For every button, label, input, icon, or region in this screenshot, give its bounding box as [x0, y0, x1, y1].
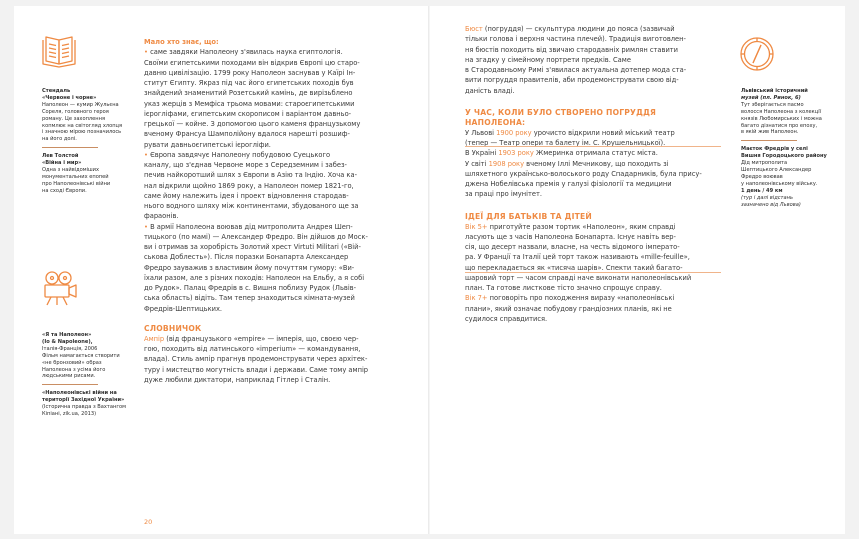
text-line: фараонів.	[144, 212, 179, 221]
book-icon	[40, 34, 78, 68]
text-line: Своїми єгипетськими походами він відкрив Європі цю старо-	[144, 58, 360, 67]
text-line: знайдений знаменитий Розетський камінь, де вирізьблено	[144, 89, 353, 98]
text-line: давню цивілізацію. 1799 року Наполеон заснував у Каїрі Ін-	[144, 68, 356, 77]
right-page	[429, 6, 845, 534]
left-sidebar-bottom	[42, 332, 134, 422]
text-line: каналу, що з'єднав Червоне море з Середземним і забез-	[144, 161, 347, 169]
text-line: їхали разом, але з різних походів: Наполеон на Ельбу, а я собі	[144, 273, 365, 282]
idea-line: Вік 5+ приготуйте разом тортик «Наполеон», яким справді	[465, 222, 676, 231]
compass-icon	[739, 36, 775, 72]
text-line: рувати давньоєгипетські ієрогліфи.	[144, 140, 271, 149]
glossary-bust	[465, 24, 721, 96]
year-highlight: 1900 року	[496, 128, 532, 137]
timeline-line: У Львові 1900 року урочисто відкрили новий міський театр	[465, 128, 675, 137]
year-highlight: 1903 року	[498, 149, 534, 158]
timeline-line: (тепер — Театр опери та балету ім. С. Крушельницької).	[465, 139, 666, 147]
text-line: ви і отримав за хоробрість Золотий хрест Virtuti Militari («Вій-	[144, 243, 361, 251]
text-line: нал відкрили щойно 1869 року, а Наполеон помер 1821-го,	[144, 181, 354, 190]
text-line: Бюст (погруддя) — скульптура людини до пояса (зазвичай	[465, 25, 675, 33]
glossary-term: Бюст	[465, 25, 483, 33]
film-camera-icon	[40, 270, 80, 306]
text-line: Фредро зауважив з властивим йому почуттям гумору: «Ви-	[144, 263, 355, 272]
section-heading-ideas: ІДЕЇ ДЛЯ БАТЬКІВ ТА ДІТЕЙ	[465, 211, 592, 221]
note-wars: «Наполеонівські війни на території Західної України» (Історична правда з Вахтангом Кіпіані, zik.ua, 2013)	[42, 390, 126, 418]
section-rule	[465, 146, 721, 147]
text-line: саме йому належить ідея і проект відновлення стародав-	[144, 191, 349, 200]
paragraph-egyptology	[144, 47, 414, 150]
text-line: даність владі.	[465, 86, 515, 95]
text-line: вченому Франсуа Шамполійону вдалося нарешті розшиф-	[144, 130, 350, 139]
text-line: до Рудок». Палац Фредрів в с. Вишня поблизу Рудок (Львів-	[144, 284, 357, 292]
note-museum: Львівський історичний музей (пл. Ринок, 6) Тут зберігається пасмо волосся Наполеона з колекції князів Любомирських і можна багато дізнатися про епоху, в якій жив Наполеон.	[741, 88, 822, 136]
timeline-line: У світі 1908 року вченому Іллі Мечникову, що походить зі	[465, 159, 669, 168]
bullet-marker: •	[144, 150, 148, 159]
note-stendhal: Стендаль «Червоне і чорне» Наполеон — кумир Жульєна Сореля, головного героя роману. Це захоплення копмлює на світогляд хлопця і значною мірою позначилось на його долі.	[42, 88, 123, 143]
text-line: тицького (по мамі) — Александер Фредро. Він дійшов до Моск-	[144, 232, 368, 241]
idea-line: шаровий торт — часом справді наче виконати наполеонівський	[465, 273, 692, 282]
text-line: вити погруддя правителів, аби продемонструвати свою від-	[465, 76, 679, 85]
text-line: ститут Єгипту. Якраз під час його єгипетських походів був	[144, 79, 354, 87]
age-tag: Вік 5+	[465, 222, 488, 231]
left-sidebar-top	[42, 88, 134, 199]
text-line: тільки голова і верхня частина плечей). Традиція виготовлен-	[465, 35, 686, 44]
text-line: • саме завдяки Наполеону з'явилась наука єгиптологія.	[144, 48, 343, 57]
text-line: туру і мистецтво могутність влади і держави. Саме тому ампір	[144, 365, 369, 374]
timeline-line: В Україні 1903 року Жмеринка отримала статус міста.	[465, 149, 658, 158]
text-line: дуже любили диктатори, наприклад Гітлер і Сталін.	[144, 375, 331, 384]
sidebar-divider	[741, 140, 797, 141]
idea-line: Вік 7+ поговоріть про походження виразу «наполеонівські	[465, 294, 675, 303]
section-rule	[465, 272, 721, 273]
glossary-term: Ампір	[144, 334, 165, 343]
page-number: 20	[144, 518, 153, 526]
text-line: нього водного шляху між континентами, збудованого ще за	[144, 202, 359, 210]
right-sidebar	[741, 88, 833, 213]
text-line: на згадку у сімейному портрети предків. Саме	[465, 55, 631, 64]
timeline-text	[465, 128, 721, 200]
idea-line: що перекладається як «тисяча шарів». Спекти такий багато-	[465, 263, 683, 272]
timeline-line: шляхетного українсько-волоського роду Спадарників, була прису-	[465, 169, 702, 178]
idea-line: плани», який означає побудову грандіозних планів, які не	[465, 304, 672, 313]
text-line: ськова Доблесть»). Після поразки Бонапарта Александер	[144, 253, 349, 262]
left-page	[14, 6, 429, 534]
idea-line: ласують ще з часів Наполеона Бонапарта. Існує навіть вер-	[465, 232, 676, 241]
text-line: указ жерців з Мемфіса трьома мовами: староєгипетськими	[144, 99, 355, 108]
idea-line: ра. У Франції та Італії цей торт також називають «mille-feuille»,	[465, 253, 690, 262]
note-estate: Маєток Фредрів у селі Вишня Городоцького району Дід митрополита Шептицького Александер Фредро воював у наполеонівському війську. 1 день / 49 км (тур і далі відстань зазначено від Львова)	[741, 146, 827, 208]
idea-line: судилося справдитися.	[465, 314, 548, 323]
sidebar-divider	[42, 147, 98, 148]
text-line: Ампір (від французького «empire» — імперія, що, своєю чер-	[144, 334, 359, 343]
note-film: «Я та Наполеон» (Io & Napoleone), Італія-Франція, 2006 Фільм намагається створити «не бронзовий» образ Наполеона з усіма його людськими рисами.	[42, 332, 120, 380]
glossary-empire	[144, 334, 414, 385]
text-line: влада). Стиль ампір прагнув продемонструвати через архітек-	[144, 355, 368, 364]
bullet-marker: •	[144, 48, 148, 57]
sidebar-divider	[42, 384, 98, 385]
timeline-line: за праці про імунітет.	[465, 190, 542, 199]
age-tag: Вік 7+	[465, 294, 488, 303]
note-tolstoy: Лев Толстой «Війна і мир» Одна з найвідоміших монументальних епопей про Наполеонівські війни на сході Європи.	[42, 153, 111, 194]
idea-line: сія, що десерт назвали, власне, на честь відомого імперато-	[465, 243, 680, 251]
timeline-line: джена Нобелівська премія у галузі фізіології та медицини	[465, 180, 672, 188]
text-line: печив найкоротший шлях з Європи в Азію та Індію. Хоча ка-	[144, 171, 357, 180]
section-heading-time: У ЧАС, КОЛИ БУЛО СТВОРЕНО ПОГРУДДЯ НАПОЛЕОНА:	[465, 107, 657, 127]
paragraph-suez	[144, 150, 414, 222]
text-line: ська область) відіть. Там тепер знаходиться кімната-музей	[144, 294, 355, 303]
bullet-marker: •	[144, 222, 148, 231]
paragraph-fredro	[144, 222, 414, 314]
book-spread	[14, 6, 845, 534]
text-line: гою, походить від латинського «imperium» — командування,	[144, 345, 361, 353]
text-line: • В армії Наполеона воював дід митрополита Андрея Шеп-	[144, 222, 353, 231]
text-line: ня бюстів походить від звичаю стародавніх римлян ставити	[465, 45, 679, 54]
text-line: грецької — койне. З допомогою цього каменя французькому	[144, 120, 361, 128]
text-line: ієрогліфами, єгипетським скорописом і варіантом давньо-	[144, 109, 352, 118]
right-main-column	[465, 24, 721, 324]
left-main-column	[144, 37, 414, 385]
intro-label: Мало хто знає, що:	[144, 38, 219, 46]
glossary-heading: СЛОВНИЧОК	[144, 323, 202, 333]
text-line: в Стародавньому Римі з'явилася актуальна дотепер мода ста-	[465, 66, 687, 74]
text-line: • Європа завдячує Наполеону побудовою Суецького	[144, 150, 331, 159]
idea-line: план. Та готове листкове тісто значно спрощує справу.	[465, 284, 662, 292]
year-highlight: 1908 року	[488, 159, 525, 168]
text-line: Фредрів-Шептицьких.	[144, 304, 223, 313]
